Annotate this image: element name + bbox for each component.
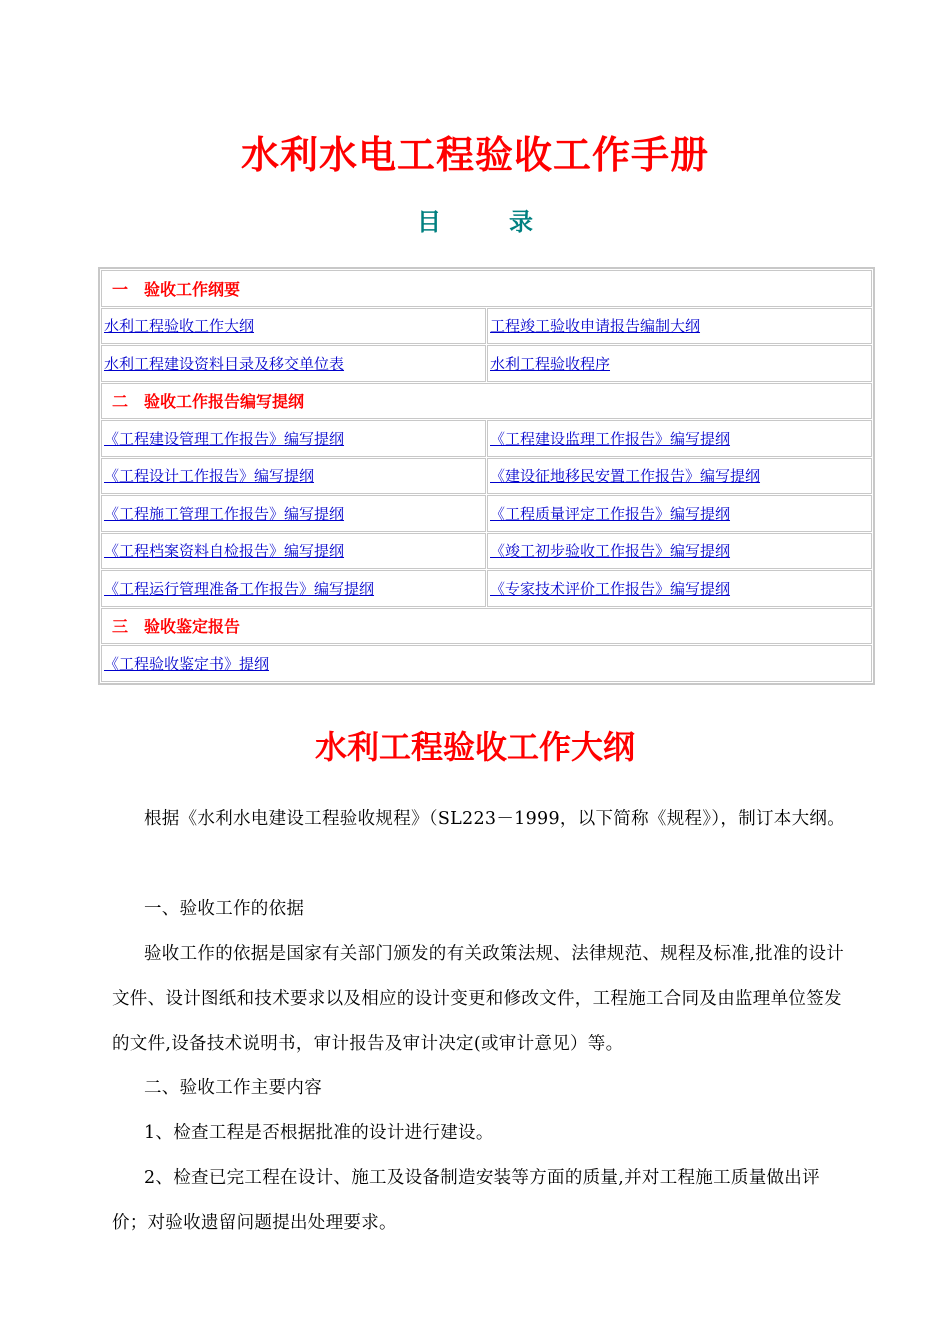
- toc-link-cell: [487, 458, 872, 495]
- toc-link[interactable]: 水利工程验收工作大纲: [104, 317, 255, 336]
- toc-link[interactable]: 《工程建设监理工作报告》编写提纲: [490, 429, 731, 448]
- toc-link[interactable]: 《建设征地移民安置工作报告》编写提纲: [490, 467, 761, 486]
- table-of-contents: [98, 267, 875, 685]
- toc-link-row: [101, 533, 872, 570]
- toc-link-cell: [101, 458, 486, 495]
- toc-link-row: [101, 420, 872, 457]
- toc-link-cell: [101, 533, 486, 570]
- toc-link-row: [101, 345, 872, 382]
- toc-link-cell: [487, 345, 872, 382]
- toc-link-cell: [101, 570, 486, 607]
- body-heading-paragraph: 一、验收工作的依据: [144, 899, 305, 919]
- toc-link-row: [101, 570, 872, 607]
- toc-link[interactable]: 《工程建设管理工作报告》编写提纲: [104, 429, 345, 448]
- toc-link[interactable]: 《竣工初步验收工作报告》编写提纲: [490, 542, 731, 561]
- toc-section-heading: [102, 277, 240, 300]
- toc-section-cell: [101, 270, 872, 307]
- document-title: 水利水电工程验收工作手册: [240, 133, 709, 177]
- toc-heading-char: 目: [417, 208, 441, 236]
- toc-section-row: [101, 270, 872, 307]
- body-paragraph: 1、检查工程是否根据批准的设计进行建设。: [144, 1123, 494, 1143]
- toc-section-title: 验收工作纲要: [144, 279, 241, 299]
- toc-link-row: [101, 308, 872, 345]
- toc-link-cell: [101, 420, 486, 457]
- toc-link-cell: [101, 495, 486, 532]
- toc-link-cell: [101, 308, 486, 345]
- toc-section-title: 验收工作报告编写提纲: [144, 392, 305, 412]
- toc-section-heading: [102, 614, 240, 637]
- toc-link[interactable]: 《工程档案资料自检报告》编写提纲: [104, 542, 345, 561]
- toc-section-number: 二: [112, 392, 129, 412]
- toc-link[interactable]: 《专家技术评价工作报告》编写提纲: [490, 579, 731, 598]
- toc-link[interactable]: 《工程质量评定工作报告》编写提纲: [490, 504, 731, 523]
- toc-section-number: 三: [112, 617, 129, 637]
- toc-link-row: [101, 495, 872, 532]
- toc-link-row: [101, 645, 872, 682]
- toc-heading: [0, 202, 950, 237]
- body-paragraph: 验收工作的依据是国家有关部门颁发的有关政策法规、法律规范、规程及标准,批准的设计文件、设计图纸和技术要求以及相应的设计变更和修改文件，工程施工合同及由监理单位签发的文件,设备技术说明书，审计报告及审计决定(或审计意见）等。: [112, 944, 845, 1054]
- toc-link-cell: [101, 345, 486, 382]
- toc-section-cell: [101, 383, 872, 420]
- toc-link[interactable]: 水利工程建设资料目录及移交单位表: [104, 354, 345, 373]
- toc-section-row: [101, 608, 872, 645]
- toc-link-cell: [487, 308, 872, 345]
- toc-link[interactable]: 水利工程验收程序: [490, 354, 611, 373]
- body-paragraph: 根据《水利水电建设工程验收规程》（SL223－1999，以下简称《规程》），制订本大纲。: [144, 809, 845, 829]
- toc-section-heading: [102, 389, 304, 412]
- toc-link[interactable]: 《工程设计工作报告》编写提纲: [104, 467, 315, 486]
- toc-link[interactable]: 《工程施工管理工作报告》编写提纲: [104, 504, 345, 523]
- toc-section-row: [101, 383, 872, 420]
- toc-link-cell: [487, 533, 872, 570]
- body-heading-paragraph: 二、验收工作主要内容: [144, 1078, 322, 1098]
- toc-link-cell: [101, 645, 872, 682]
- toc-section-cell: [101, 608, 872, 645]
- toc-link[interactable]: 工程竣工验收申请报告编制大纲: [490, 317, 701, 336]
- toc-link-cell: [487, 570, 872, 607]
- toc-link[interactable]: 《工程运行管理准备工作报告》编写提纲: [104, 579, 375, 598]
- toc-link-cell: [487, 495, 872, 532]
- toc-heading-char: 录: [509, 208, 533, 236]
- toc-link-cell: [487, 420, 872, 457]
- section-title: 水利工程验收工作大纲: [314, 728, 635, 766]
- toc-link-row: [101, 458, 872, 495]
- body-paragraph: 2、检查已完工程在设计、施工及设备制造安装等方面的质量,并对工程施工质量做出评价；对验收遗留问题提出处理要求。: [112, 1168, 820, 1233]
- toc-section-number: 一: [112, 279, 129, 299]
- toc-link[interactable]: 《工程验收鉴定书》提纲: [104, 654, 270, 673]
- toc-section-title: 验收鉴定报告: [144, 617, 241, 637]
